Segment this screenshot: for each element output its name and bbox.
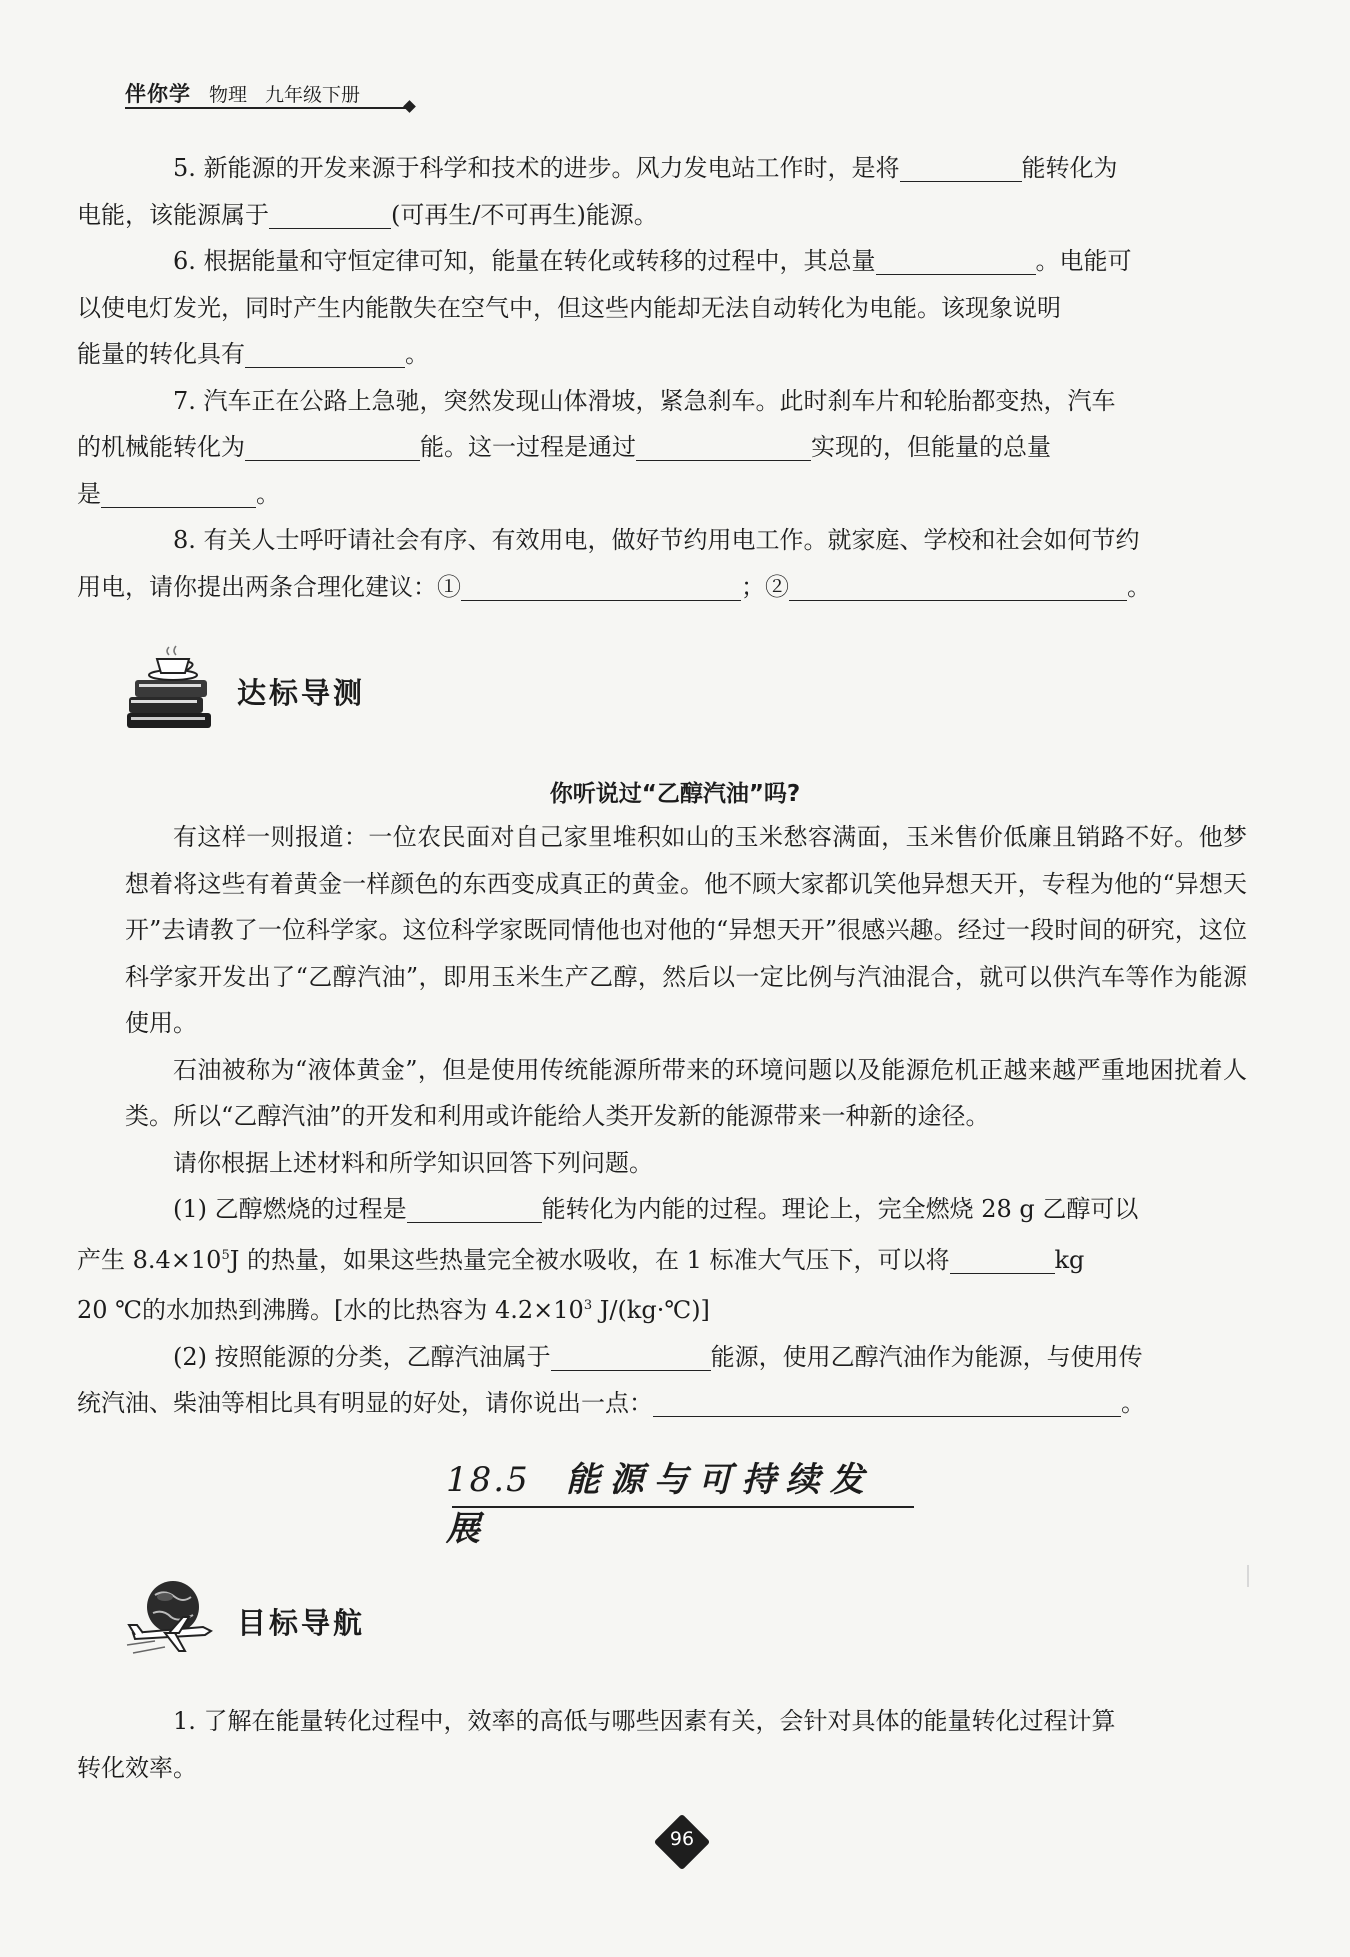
chapter-name: 能源与可持续发展 — [446, 1460, 874, 1549]
exercise-8 — [77, 517, 1247, 610]
question-1 — [77, 1186, 1247, 1334]
question-2 — [77, 1334, 1247, 1427]
answer-blank[interactable] — [551, 1340, 711, 1371]
question-1-text-g: J/(kg·℃)] — [592, 1296, 710, 1324]
answer-blank[interactable] — [876, 244, 1036, 275]
scan-mark — [1247, 1565, 1249, 1587]
page-number: 96 — [669, 1828, 695, 1850]
exercise-8-text-d: 。 — [1127, 572, 1151, 601]
exercise-6-text-b: 。电能可 — [1035, 247, 1132, 275]
exercise-8-text-a: 8. 有关人士呼吁请社会有序、有效用电，做好节约用电工作。就家庭、学校和社会如何节约 — [173, 526, 1140, 554]
question-2-text-a: (2) 按照能源的分类，乙醇汽油属于 — [173, 1342, 551, 1371]
article-body — [77, 814, 1247, 1427]
question-1-text-e: kg — [1054, 1245, 1085, 1274]
goal-1-text-a: 1. 了解在能量转化过程中，效率的高低与哪些因素有关，会针对具体的能量转化过程计算 — [173, 1707, 1116, 1735]
exercise-7 — [77, 378, 1247, 518]
answer-blank[interactable] — [407, 1192, 542, 1223]
article-paragraph-3: 请你根据上述材料和所学知识回答下列问题。 — [173, 1148, 653, 1177]
section-mubiao — [125, 1575, 525, 1665]
chapter-rule — [452, 1506, 914, 1508]
exercise-5-text-c: 电能，该能源属于 — [77, 200, 269, 229]
grade-name: 九年级下册 — [265, 84, 361, 106]
goal-1 — [77, 1698, 1247, 1791]
exercise-7-text-c: 能。这一过程是通过 — [420, 433, 636, 461]
exercise-7-text-f: 。 — [256, 479, 280, 508]
page-number-badge — [655, 1815, 709, 1869]
chapter-number: 18.5 — [446, 1460, 530, 1500]
exercise-8-text-b: 用电，请你提出两条合理化建议：① — [77, 572, 461, 601]
answer-blank[interactable] — [636, 430, 811, 461]
exercise-6-text-d: 能量的转化具有 — [77, 340, 245, 368]
question-1-exponent-b: 3 — [583, 1298, 593, 1313]
answer-blank[interactable] — [789, 570, 1127, 601]
question-1-text-c: 产生 8.4×10 — [77, 1245, 222, 1274]
books-teacup-icon — [125, 645, 225, 735]
exercise-7-text-e: 是 — [77, 479, 101, 508]
question-2-text-b: 能源，使用乙醇汽油作为能源，与使用传 — [710, 1342, 1143, 1371]
question-2-text-c: 统汽油、柴油等相比具有明显的好处，请你说出一点： — [77, 1389, 653, 1417]
article-paragraph-1: 有这样一则报道：一位农民面对自己家里堆积如山的玉米愁容满面，玉米售价低廉且销路不好。他梦想着将这些有着黄金一样颜色的东西变成真正的黄金。他不顾大家都讥笑他异想天开，专程为他的“异想天开”去请教了一位科学家。这位科学家既同情他也对他的“异想天开”很感兴趣。经过一段时间的研究，这位科学家开发出了“乙醇汽油”，即用玉米生产乙醇，然后以一定比例与汽油混合，就可以供汽车等作为能源使用。 — [125, 823, 1247, 1037]
exercise-5-text-b: 能转化为 — [1021, 154, 1118, 182]
exercise-6 — [77, 238, 1247, 378]
question-1-text-b: 能转化为内能的过程。理论上，完全燃烧 28 g 乙醇可以 — [541, 1195, 1139, 1223]
question-1-exponent-a: 5 — [221, 1247, 230, 1263]
exercise-8-text-c: ；② — [741, 572, 789, 601]
answer-blank[interactable] — [101, 477, 256, 508]
section-mubiao-title: 目标导航 — [237, 1606, 366, 1640]
answer-blank[interactable] — [653, 1386, 1121, 1417]
question-1-text-d: J 的热量，如果这些热量完全被水吸收，在 1 标准大气压下，可以将 — [229, 1245, 950, 1274]
article-title: 你听说过“乙醇汽油”吗? — [549, 781, 801, 807]
question-1-text-a: (1) 乙醇燃烧的过程是 — [173, 1195, 407, 1223]
exercises-top — [77, 145, 1247, 610]
answer-blank[interactable] — [461, 570, 741, 601]
section-dabiao-title: 达标导测 — [237, 676, 366, 710]
answer-blank[interactable] — [245, 430, 420, 461]
goals — [77, 1698, 1247, 1791]
chapter-heading — [446, 1452, 916, 1549]
globe-airplane-icon — [125, 1575, 225, 1665]
exercise-7-text-a: 7. 汽车正在公路上急驰，突然发现山体滑坡，紧急刹车。此时刹车片和轮胎都变热，汽车 — [173, 386, 1116, 415]
answer-blank[interactable] — [245, 337, 405, 368]
question-2-text-d: 。 — [1121, 1389, 1145, 1417]
question-1-text-f: 20 ℃的水加热到沸腾。[水的比热容为 4.2×10 — [77, 1296, 584, 1324]
exercise-7-text-b: 的机械能转化为 — [77, 433, 245, 461]
answer-blank[interactable] — [269, 198, 391, 229]
exercise-7-text-d: 实现的，但能量的总量 — [811, 433, 1051, 461]
section-dabiao — [125, 645, 525, 735]
exercise-6-text-a: 6. 根据能量和守恒定律可知，能量在转化或转移的过程中，其总量 — [173, 247, 876, 275]
exercise-5-text-a: 5. 新能源的开发来源于科学和技术的进步。风力发电站工作时，是将 — [173, 154, 900, 182]
answer-blank[interactable] — [900, 151, 1022, 182]
series-name: 伴你学 — [125, 82, 191, 106]
exercise-6-text-c: 以使电灯发光，同时产生内能散失在空气中，但这些内能却无法自动转化为电能。该现象说明 — [77, 293, 1061, 322]
goal-1-text-b: 转化效率。 — [77, 1753, 197, 1782]
header-rule — [125, 107, 410, 109]
article-paragraph-2: 石油被称为“液体黄金”，但是使用传统能源所带来的环境问题以及能源危机正越来越严重地困扰着人类。所以“乙醇汽油”的开发和利用或许能给人类开发新的能源带来一种新的途径。 — [125, 1055, 1247, 1130]
exercise-5 — [77, 145, 1247, 238]
answer-blank[interactable] — [950, 1243, 1055, 1274]
exercise-5-text-d: (可再生/不可再生)能源。 — [391, 200, 658, 229]
exercise-6-text-e: 。 — [405, 340, 429, 368]
subject-name: 物理 — [209, 84, 248, 106]
